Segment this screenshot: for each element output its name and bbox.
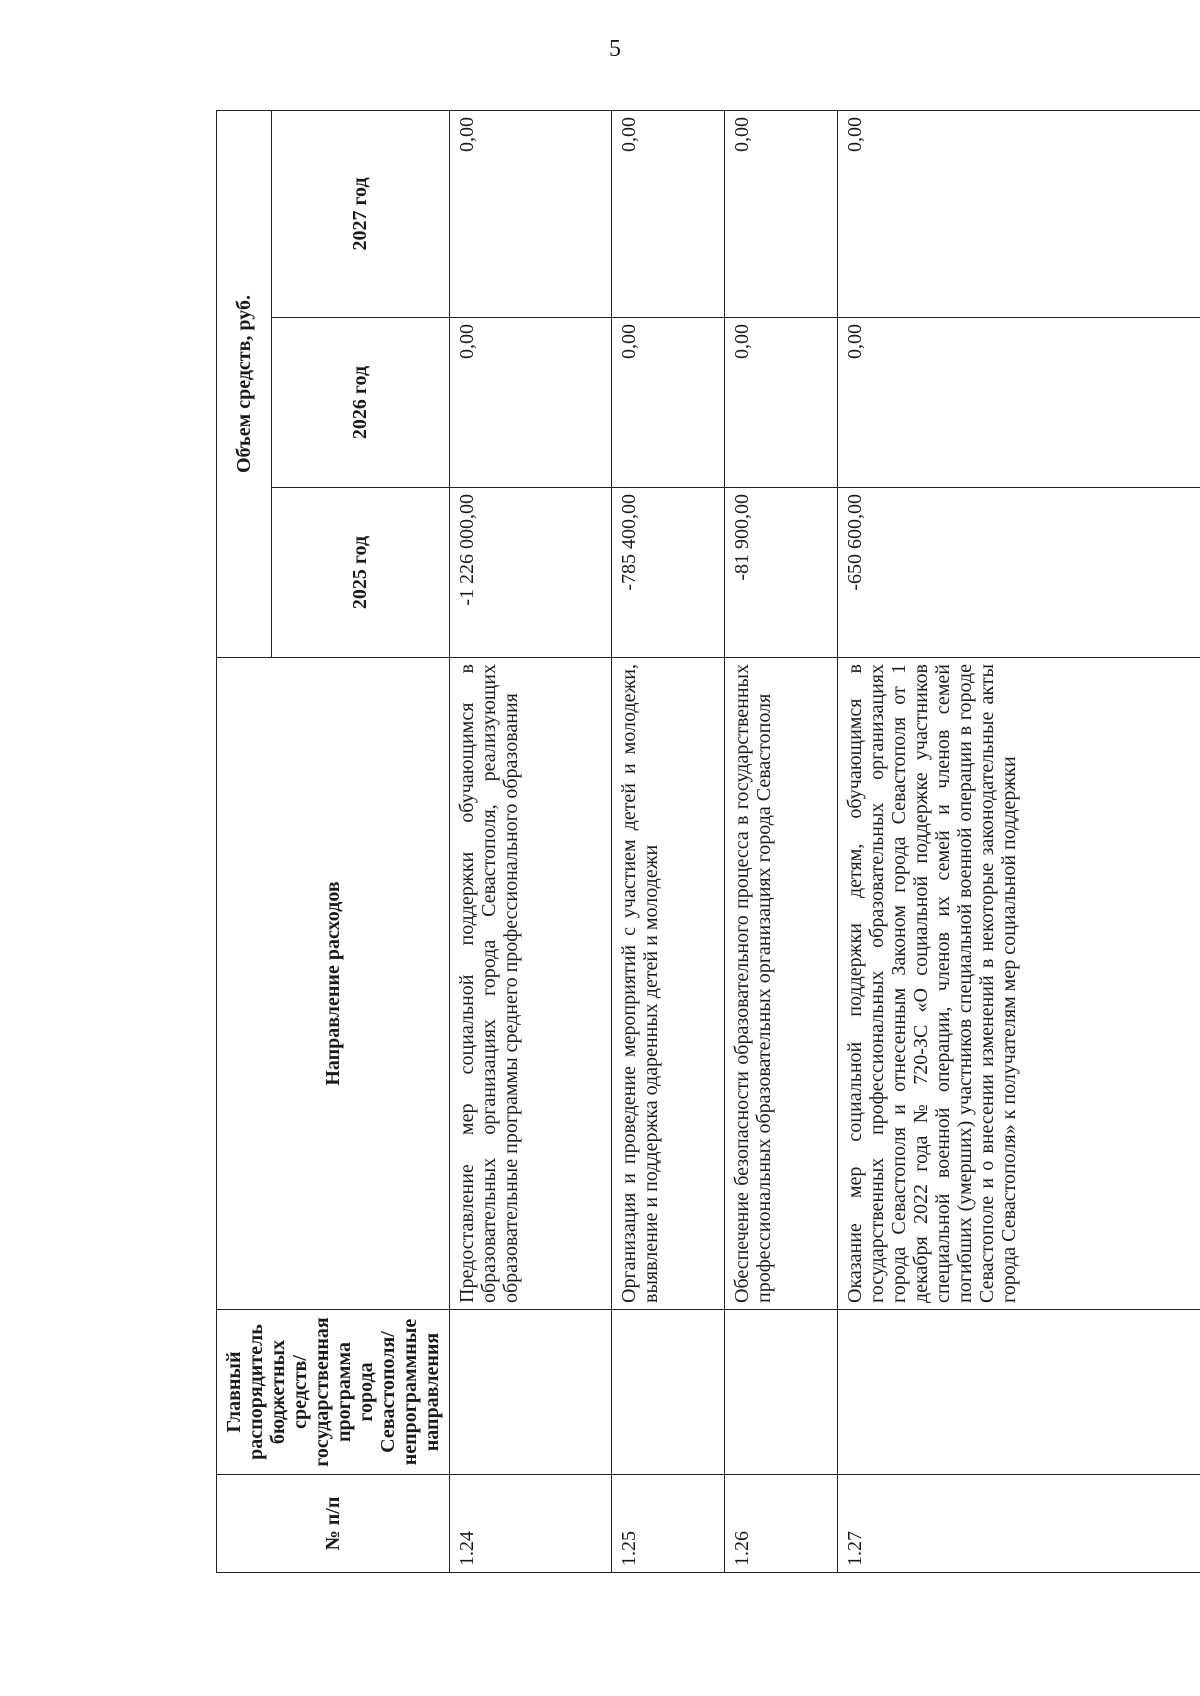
row-num: 1.26	[725, 1475, 838, 1573]
budget-table	[216, 110, 1200, 1573]
page-number: 5	[609, 36, 621, 62]
header-2026: 2026 год	[271, 318, 449, 488]
row-direction: Предоставление мер социальной поддержки обучающимся в образовательных организациях города Севастополя, реализующих образовательные программы среднего профессионального образования	[450, 658, 612, 1310]
row-direction: Организация и проведение мероприятий с участием детей и молодежи, выявление и поддержка одаренных детей и молодежи	[612, 658, 725, 1310]
table-row	[725, 110, 838, 1572]
row-2025: -81 900,00	[725, 488, 838, 658]
row-num: 1.25	[612, 1475, 725, 1573]
table-row	[612, 110, 725, 1572]
rotated-table-container	[216, 111, 1140, 1573]
table-row	[450, 110, 612, 1572]
header-2025: 2025 год	[271, 488, 449, 658]
row-manager	[450, 1310, 612, 1475]
row-2027: 0,00	[612, 110, 725, 317]
row-manager	[612, 1310, 725, 1475]
row-direction: Оказание мер социальной поддержки детям, обучающимся в государственных профессиональных образовательных организациях города Севастополя и отнесенным Законом города Севастополя от 1 декабря 2022 года № 720-ЗС «О социальной поддержке участников специальной военной операции, членов их семей и членов семей погибших (умерших) участников специальной военной операции в городе Севастополе и о внесении изменений в некоторые законодательные акты города Севастополя» к получателям мер социальной поддержки	[838, 658, 1200, 1310]
header-direction: Направление расходов	[217, 658, 450, 1310]
header-2027: 2027 год	[271, 110, 449, 317]
row-num: 1.27	[838, 1475, 1200, 1573]
table-row	[838, 110, 1200, 1572]
table-header-row	[217, 110, 272, 1572]
row-2026: 0,00	[838, 318, 1200, 488]
row-2025: -1 226 000,00	[450, 488, 612, 658]
row-direction: Обеспечение безопасности образовательного процесса в государственных профессиональных образовательных организациях города Севастополя	[725, 658, 838, 1310]
row-2027: 0,00	[725, 110, 838, 317]
header-manager: Главный распорядитель бюджетных средств/государственная программа города Севастополя/непрограммные направления	[217, 1310, 450, 1475]
row-2026: 0,00	[612, 318, 725, 488]
row-num: 1.24	[450, 1475, 612, 1573]
row-2025: -785 400,00	[612, 488, 725, 658]
header-num: № п/п	[217, 1475, 450, 1573]
row-2026: 0,00	[450, 318, 612, 488]
header-volume-group: Объем средств, руб.	[217, 110, 272, 657]
row-2027: 0,00	[838, 110, 1200, 317]
row-2027: 0,00	[450, 110, 612, 317]
row-manager	[725, 1310, 838, 1475]
row-2025: -650 600,00	[838, 488, 1200, 658]
row-manager	[838, 1310, 1200, 1475]
row-2026: 0,00	[725, 318, 838, 488]
